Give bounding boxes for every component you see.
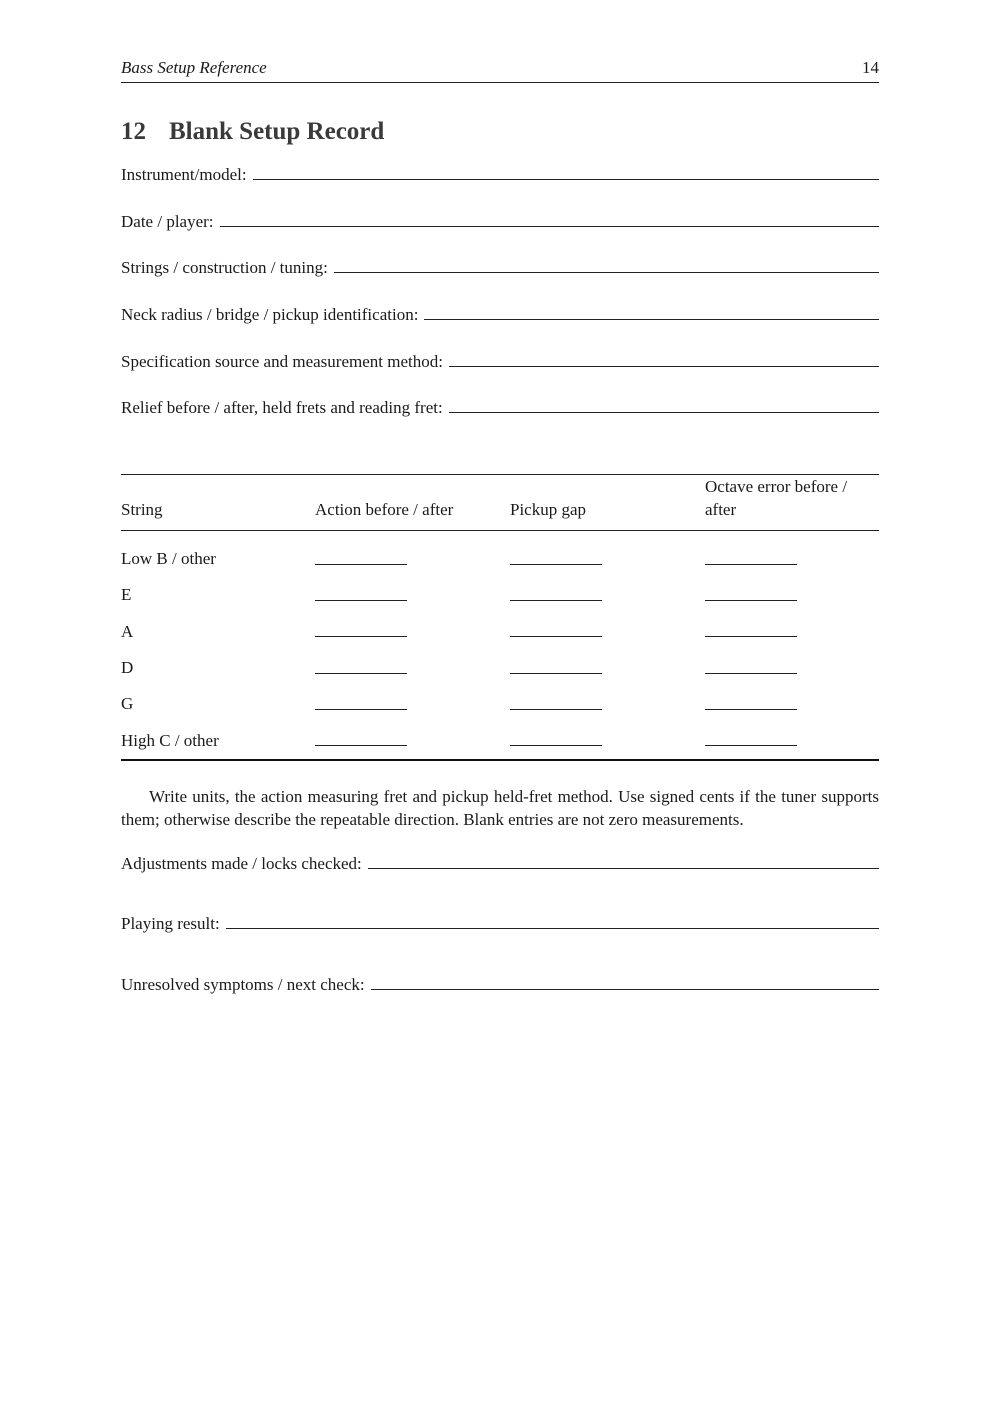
blank-line xyxy=(510,549,602,565)
table-header-row xyxy=(121,475,879,531)
string-name: High C / other xyxy=(121,730,219,750)
field-label: Date / player: xyxy=(121,212,214,231)
column-header-action: Action before / after xyxy=(315,500,454,519)
string-name: D xyxy=(121,658,134,678)
pickup-gap-cell xyxy=(510,650,705,686)
table-row xyxy=(121,577,879,613)
octave-error-cell xyxy=(705,650,879,686)
field-instrument-model xyxy=(121,165,879,185)
field-blank-line xyxy=(424,319,879,320)
action-cell xyxy=(315,577,510,613)
pickup-gap-cell xyxy=(510,531,705,578)
string-measurement-table xyxy=(121,474,879,761)
field-blank-line xyxy=(334,272,879,273)
action-cell xyxy=(315,686,510,722)
string-name: Low B / other xyxy=(121,549,216,569)
table-row xyxy=(121,686,879,722)
page-number: 14 xyxy=(862,58,879,77)
action-cell xyxy=(315,722,510,759)
table-row xyxy=(121,614,879,650)
table-row xyxy=(121,722,879,759)
field-blank-line xyxy=(371,989,879,990)
column-header-pickup-gap: Pickup gap xyxy=(510,500,587,519)
field-label: Unresolved symptoms / next check: xyxy=(121,975,365,994)
field-blank-line xyxy=(368,868,879,869)
field-playing-result xyxy=(121,914,879,934)
octave-error-cell xyxy=(705,531,879,578)
column-header-octave-error: Octave error before / after xyxy=(705,477,848,519)
octave-error-cell xyxy=(705,577,879,613)
blank-line xyxy=(315,585,407,601)
pickup-gap-cell xyxy=(510,722,705,759)
string-name: G xyxy=(121,694,134,714)
field-label: Adjustments made / locks checked: xyxy=(121,854,362,873)
field-label: Playing result: xyxy=(121,914,220,933)
action-cell xyxy=(315,531,510,578)
field-neck-bridge-pickup xyxy=(121,305,879,325)
blank-line xyxy=(510,658,602,674)
table-row xyxy=(121,650,879,686)
field-label: Strings / construction / tuning: xyxy=(121,258,328,277)
table-row xyxy=(121,531,879,578)
section-heading xyxy=(121,118,384,146)
field-label: Neck radius / bridge / pickup identification: xyxy=(121,305,419,324)
blank-line xyxy=(705,694,797,710)
blank-line xyxy=(510,730,602,746)
action-cell xyxy=(315,614,510,650)
field-unresolved-symptoms xyxy=(121,975,879,995)
column-header-string: String xyxy=(121,500,163,519)
blank-line xyxy=(510,694,602,710)
blank-line xyxy=(705,730,797,746)
field-strings-construction-tuning xyxy=(121,258,879,278)
running-title: Bass Setup Reference xyxy=(121,58,267,77)
field-label: Instrument/model: xyxy=(121,165,247,184)
blank-line xyxy=(315,658,407,674)
blank-line xyxy=(315,694,407,710)
field-adjustments-made xyxy=(121,854,879,874)
octave-error-cell xyxy=(705,614,879,650)
field-label: Relief before / after, held frets and reading fret: xyxy=(121,398,443,417)
field-blank-line xyxy=(220,226,879,227)
field-blank-line xyxy=(449,412,879,413)
blank-line xyxy=(315,621,407,637)
action-cell xyxy=(315,650,510,686)
page-header xyxy=(121,57,879,83)
section-title: Blank Setup Record xyxy=(169,118,385,145)
blank-line xyxy=(315,730,407,746)
blank-line xyxy=(705,621,797,637)
string-name: A xyxy=(121,621,134,641)
field-date-player xyxy=(121,212,879,232)
field-blank-line xyxy=(253,179,879,180)
string-name: E xyxy=(121,585,132,605)
pickup-gap-cell xyxy=(510,686,705,722)
measurement-note: Write units, the action measuring fret and pickup held-fret method. Use signed cents if the tuner supports them; otherwise describe the repeatable direction. Blank entries are not zero measurements. xyxy=(121,787,879,829)
blank-line xyxy=(510,585,602,601)
field-relief xyxy=(121,398,879,418)
field-blank-line xyxy=(226,928,879,929)
octave-error-cell xyxy=(705,686,879,722)
pickup-gap-cell xyxy=(510,614,705,650)
blank-line xyxy=(315,549,407,565)
field-blank-line xyxy=(449,366,879,367)
field-specification-source xyxy=(121,352,879,372)
section-number: 12 xyxy=(121,118,146,145)
field-label: Specification source and measurement method: xyxy=(121,352,443,371)
blank-line xyxy=(705,549,797,565)
blank-line xyxy=(705,585,797,601)
pickup-gap-cell xyxy=(510,577,705,613)
blank-line xyxy=(705,658,797,674)
blank-line xyxy=(510,621,602,637)
octave-error-cell xyxy=(705,722,879,759)
